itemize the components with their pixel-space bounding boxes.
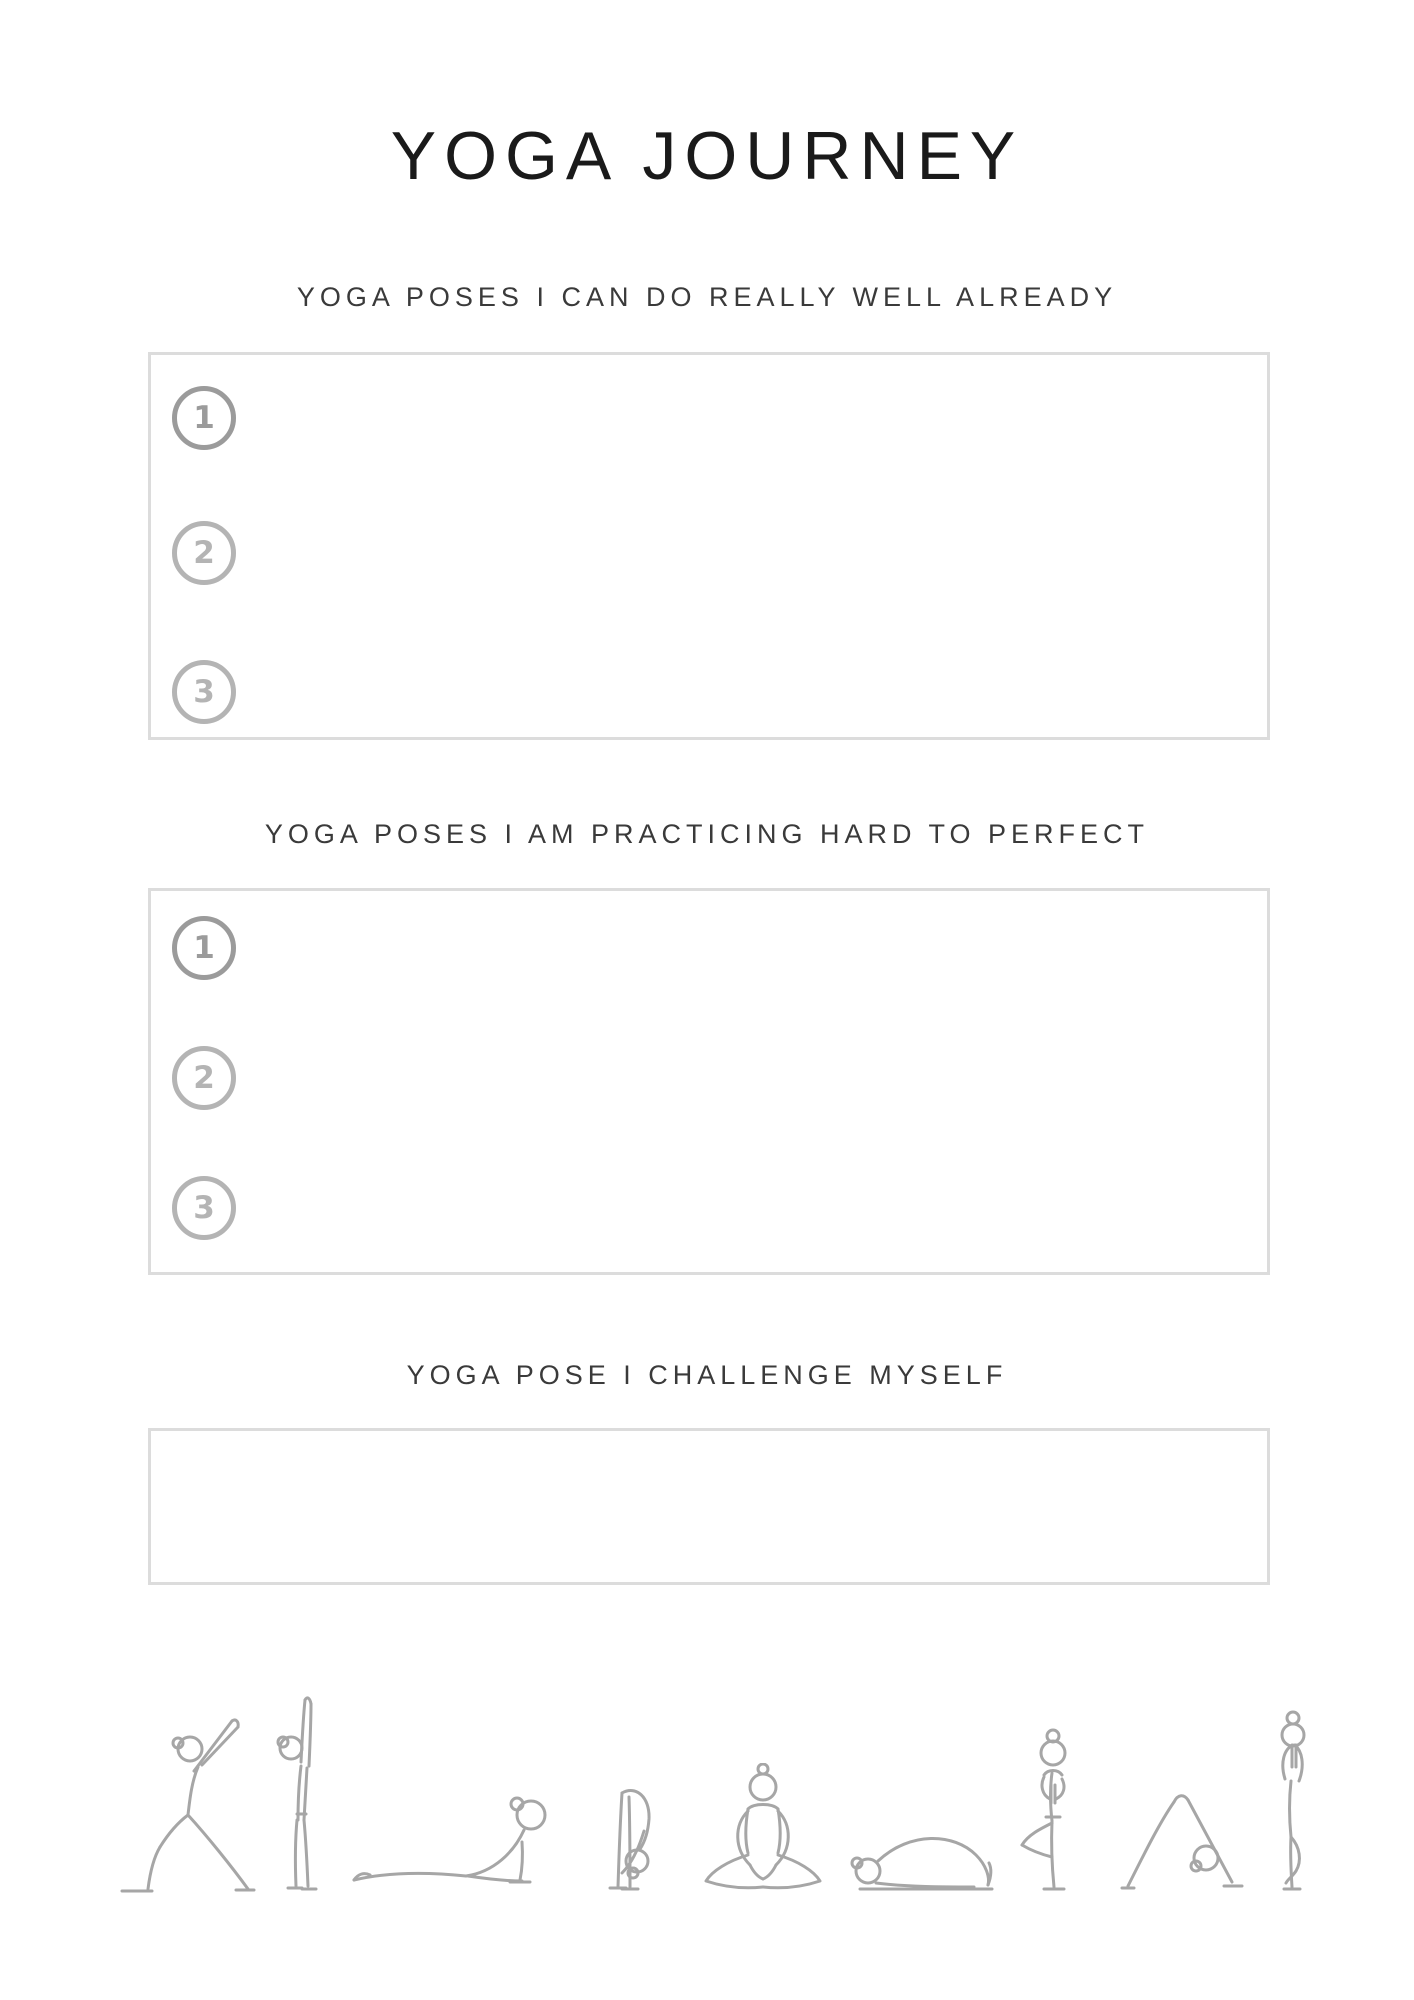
- tree-pose-icon: [1004, 1705, 1094, 1900]
- seated-lotus-pose-icon: [694, 1763, 832, 1900]
- answer-box-pose-challenge: [148, 1428, 1270, 1585]
- downward-dog-pose-icon: [1116, 1770, 1248, 1900]
- answer-box-poses-well: [148, 352, 1270, 740]
- section-heading-poses-well: YOGA POSES I CAN DO REALLY WELL ALREADY: [296, 282, 1118, 312]
- upward-salute-pose-icon: [268, 1692, 328, 1900]
- page-title: YOGA JOURNEY: [390, 118, 1024, 194]
- eagle-pose-icon: [1260, 1705, 1322, 1900]
- number-label: 3: [193, 1190, 215, 1226]
- warrior-one-pose-icon: [108, 1705, 258, 1900]
- number-label: 2: [193, 535, 215, 571]
- number-circle-2: [172, 521, 236, 585]
- number-circle-3: [172, 1176, 236, 1240]
- number-label: 1: [193, 400, 215, 436]
- number-label: 3: [193, 674, 215, 710]
- answer-box-poses-practicing: [148, 888, 1270, 1275]
- number-label: 1: [193, 930, 215, 966]
- childs-pose-icon: [848, 1823, 1010, 1900]
- number-label: 2: [193, 1060, 215, 1096]
- number-circle-2: [172, 1046, 236, 1110]
- section-heading-pose-challenge: YOGA POSE I CHALLENGE MYSELF: [406, 1360, 1008, 1390]
- yoga-figures-row: [0, 1688, 1414, 1910]
- standing-forward-fold-pose-icon: [588, 1735, 663, 1900]
- section-heading-poses-practicing: YOGA POSES I AM PRACTICING HARD TO PERFECT: [264, 819, 1150, 849]
- number-circle-1: [172, 916, 236, 980]
- cobra-pose-icon: [348, 1780, 560, 1900]
- number-circle-1: [172, 386, 236, 450]
- number-circle-3: [172, 660, 236, 724]
